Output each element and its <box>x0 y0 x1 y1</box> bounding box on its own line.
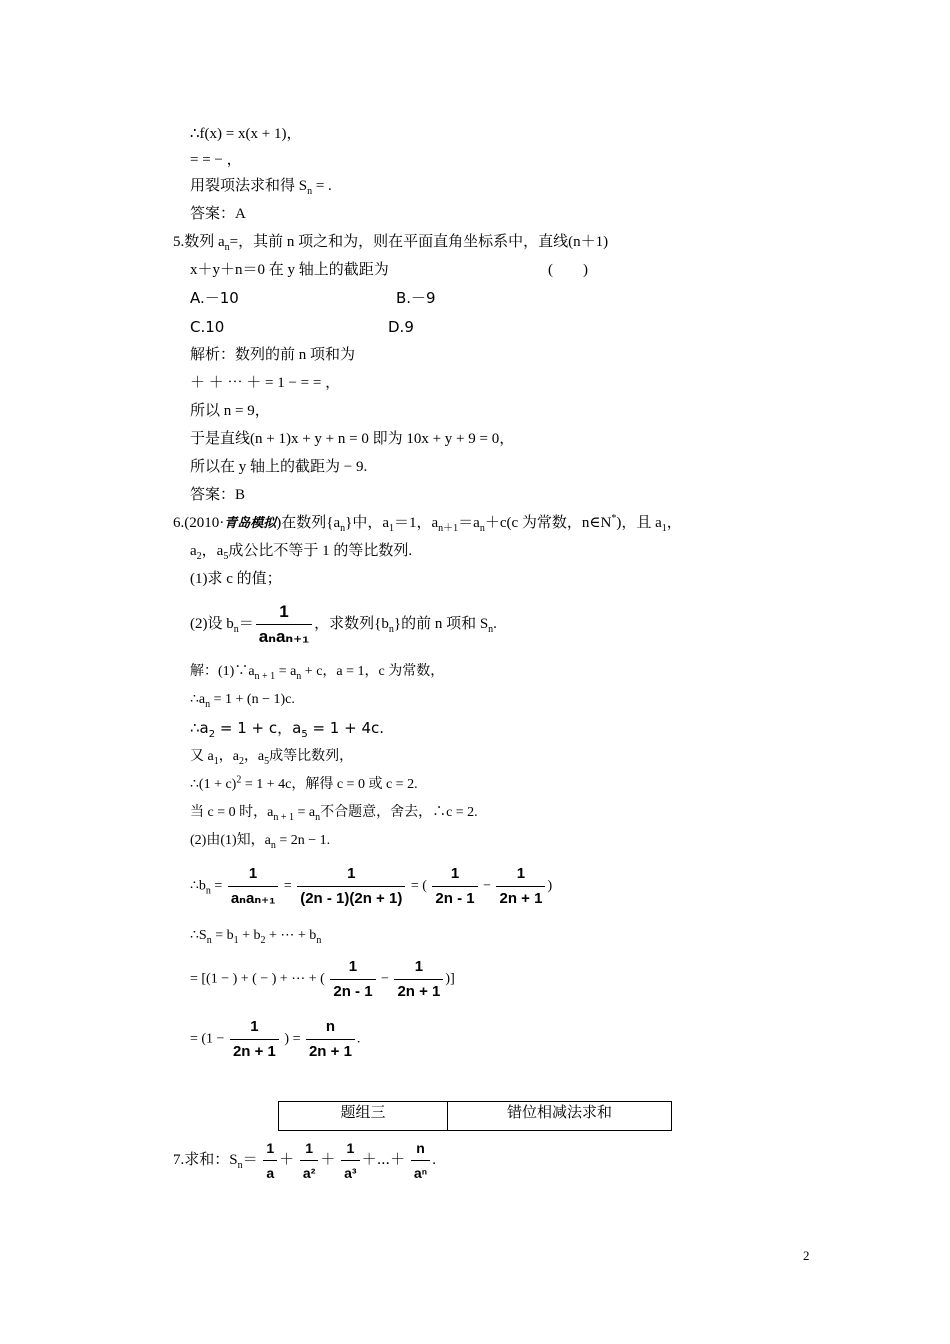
solution-telescoping-line: = [(1 − ) + ( − ) + ⋯ + ( $\frac{1}{2n - 1}$ − $\frac{1}{2n + 1}$ )] <box>190 958 455 1000</box>
solution-line2: $\therefore a_n = 1 + (n - 1)c$. <box>190 692 295 710</box>
answer-b: 答案：B <box>190 487 246 503</box>
fraction-bn-4: $\frac{1}{2n + 1}$ <box>496 864 545 909</box>
solution-line4: 又 $a_1$，$a_2$，$a_5$成等比数列， <box>190 749 354 767</box>
page-number: 2 <box>803 1248 810 1263</box>
question-7: 7.求和：$S_n=$ $\frac{1}{a}$ ＋ $\frac{1}{\text{a²}}$ ＋ $\frac{1}{\text{a³}}$ ＋⋯＋ $\frac{n}{\text{aⁿ}}$ . <box>173 1140 436 1181</box>
answer-blank: ( ) <box>548 262 588 278</box>
solution-line1: 解：$(1)\because a_{n + 1} = a_n + c$，a = 1，c 为常数， <box>190 664 445 682</box>
option-d: D.9 <box>388 318 414 336</box>
answer-a: 答案：A <box>190 206 246 222</box>
question-6-part2: (2)设 $b_n=$ $\frac{1}{\text{aₙaₙ₊₁}}$ ，求数列$\{b_n\}$的前 n 项和 $S_n$. <box>190 602 497 646</box>
option-c: C.10 <box>190 318 225 336</box>
line-eq: = = − ， <box>190 152 242 168</box>
question-5-line2: x＋y＋n＝0 在 y 轴上的截距为 <box>190 262 389 278</box>
solution-line3: $\therefore a_2 = 1 + c$，$a_5 = 1 + 4c$. <box>190 719 385 740</box>
fraction-q7-4: $\frac{n}{\text{aⁿ}}$ <box>411 1138 430 1183</box>
solution-line5: ∴(1 + c)$^2$ = 1 + 4c，解得 c = 0 或 c = 2. <box>190 774 418 792</box>
fraction-bn-1: $\frac{1}{\text{aₙaₙ₊₁}}$ <box>228 864 278 909</box>
table-cell-group: 题组三 <box>279 1102 448 1130</box>
table-cell-topic: 错位相减法求和 <box>506 1105 612 1121</box>
solution-sn-line: $\therefore S_n = b_1 + b_2$ + ⋯ + $b_n$ <box>190 928 322 946</box>
fraction-bn-2: $\frac{1}{(2n - 1)(2n + 1)}$ <box>297 864 405 909</box>
solution-line6: 当 c = 0 时，$a_{n + 1} = a_n$不合题意，舍去，∴c = 2. <box>190 805 478 823</box>
section-table <box>278 1101 672 1131</box>
fraction-t-2: $\frac{1}{2n + 1}$ <box>394 957 443 1002</box>
fraction-t-1: $\frac{1}{2n - 1}$ <box>330 957 375 1002</box>
fraction-final-2: $\frac{n}{2n + 1}$ <box>306 1017 355 1062</box>
analysis-line1: 解析：数列的前 n 项和为 <box>190 347 356 363</box>
line-f-def: ∴f(x) = x(x + 1)， <box>190 126 302 142</box>
solution-line7: (2)由(1)知，$a_n = 2n - 1$. <box>190 833 331 851</box>
fraction-q7-3: $\frac{1}{\text{a³}}$ <box>341 1138 359 1183</box>
solution-bn-line: $\therefore b_n$ = $\frac{1}{\text{aₙaₙ₊₁}}$ = $\frac{1}{(2n - 1)(2n + 1)}$ = ( $\frac{1}{2n - 1}$ − $\frac{1}{2n + 1}$ ) <box>190 865 553 907</box>
fraction-bn-3: $\frac{1}{2n - 1}$ <box>432 864 477 909</box>
question-6-part1: (1)求 c 的值； <box>190 571 282 587</box>
analysis-line3: 所以 n = 9， <box>190 403 270 419</box>
fraction-final-1: $\frac{1}{2n + 1}$ <box>230 1017 279 1062</box>
question-6-line1: 6.(2010·青岛模拟)在数列$\{a_n\}$中，$a_1=1$，$a_{n+1}=a_n+c(c$ 为常数，n∈N*)，且 $a_1$， <box>173 513 682 534</box>
analysis-line2: ＋ ＋ ⋯ ＋ = 1 − = = ， <box>190 375 341 391</box>
line-sum-result: 用裂项法求和得 $S_n$ = . <box>190 178 332 197</box>
fraction-b-def: $\frac{1}{\text{aₙaₙ₊₁}}$ <box>256 602 312 647</box>
fraction-q7-1: $\frac{1}{a}$ <box>263 1138 277 1183</box>
analysis-line4: 于是直线(n + 1)x + y + n = 0 即为 10x + y + 9 = 0， <box>190 431 515 447</box>
analysis-line5: 所以在 y 轴上的截距为 − 9. <box>190 459 368 475</box>
solution-final-line: = (1 − $\frac{1}{2n + 1}$ ) = $\frac{n}{2n + 1}$ . <box>190 1018 361 1060</box>
option-b: B.－9 <box>396 289 436 307</box>
option-a: A.－10 <box>190 289 239 307</box>
question-6-line2: $a_2$，$a_5$成公比不等于 1 的等比数列. <box>190 543 413 562</box>
fraction-q7-2: $\frac{1}{\text{a²}}$ <box>300 1138 318 1183</box>
question-5-line1: 5.数列 $a_n=$，其前 n 项之和为，则在平面直角坐标系中，直线(n＋1) <box>173 234 609 253</box>
